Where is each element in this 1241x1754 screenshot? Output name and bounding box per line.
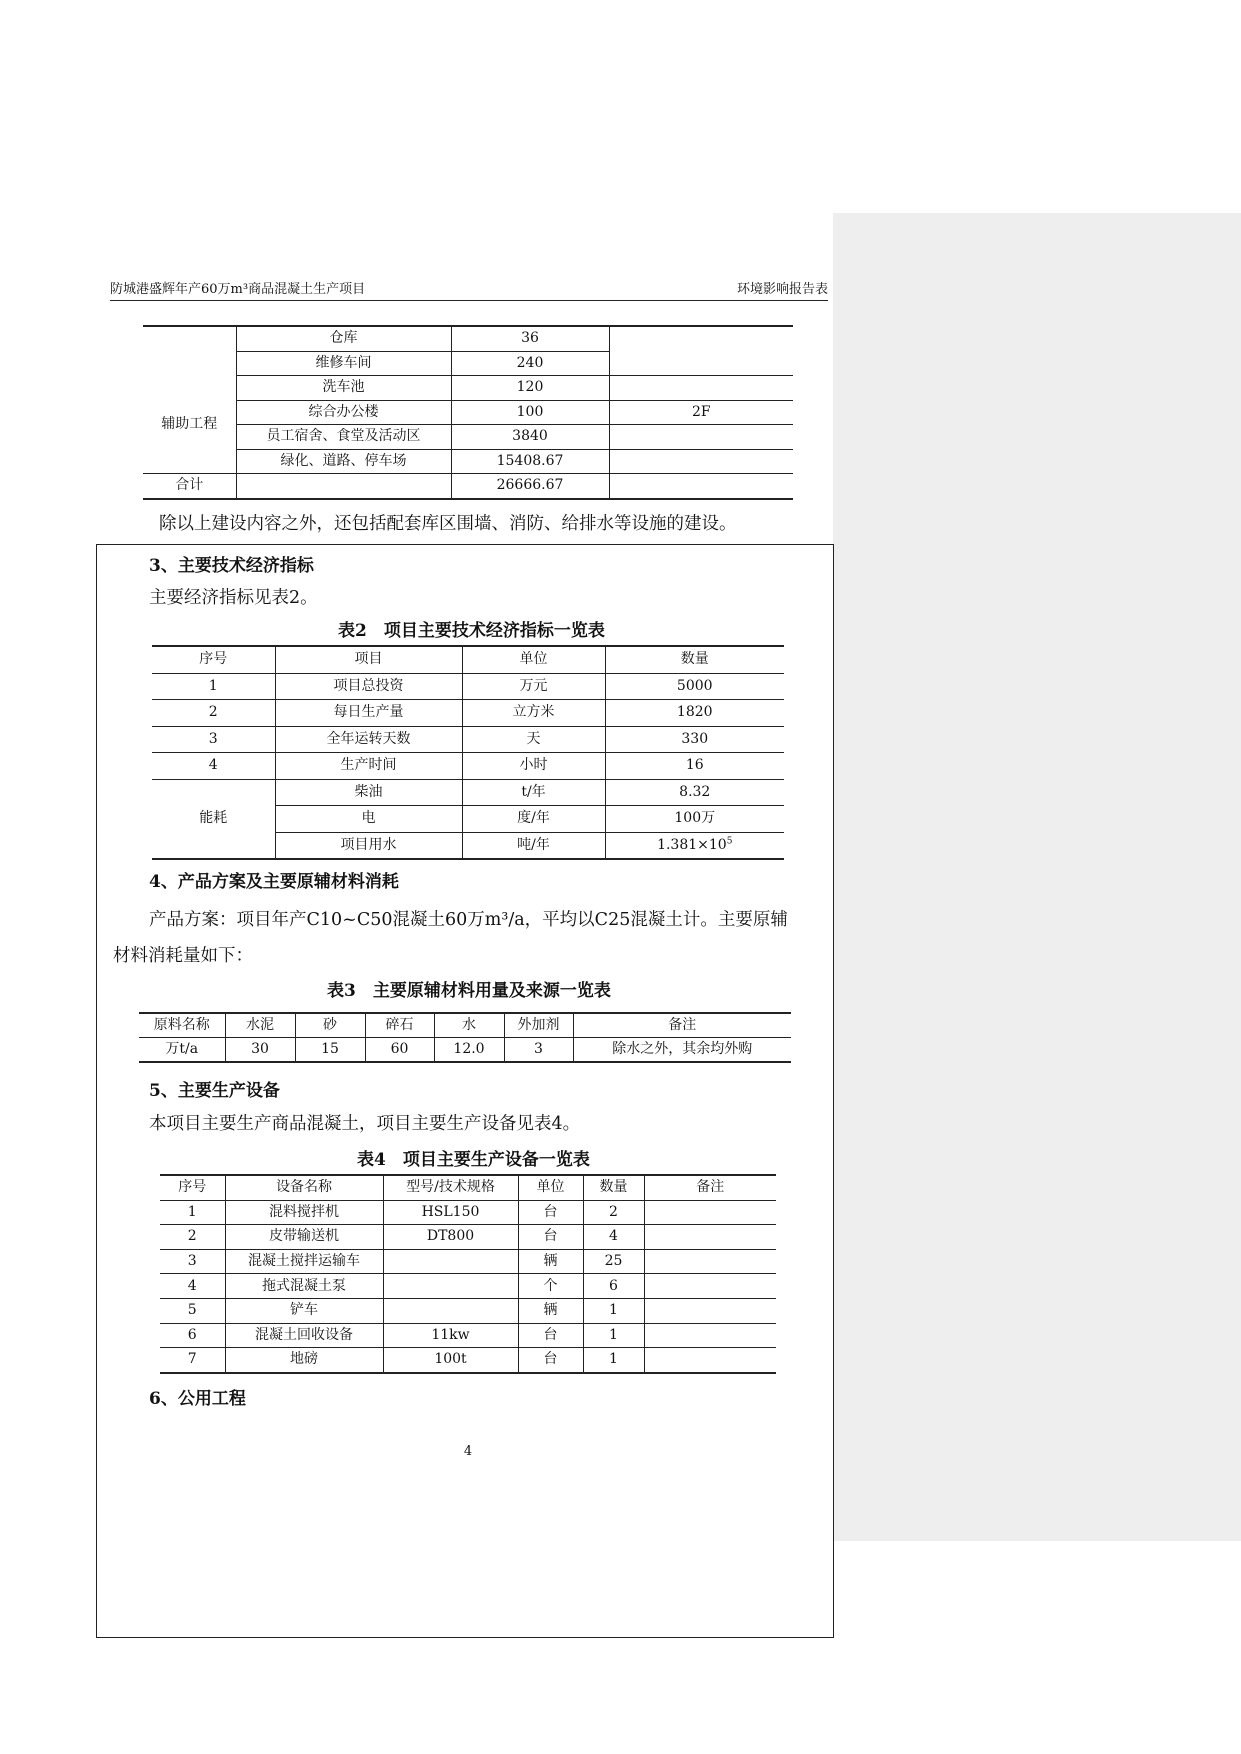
table-header-cell: 水泥 <box>225 1013 295 1038</box>
table-cell: 60 <box>365 1038 434 1063</box>
table-cell: 生产时间 <box>275 753 462 780</box>
table-cell <box>236 474 451 499</box>
table3-caption: 表3 主要原辅材料用量及来源一览表 <box>327 981 611 1001</box>
table-cell-energy: 能耗 <box>152 779 275 859</box>
table-cell: 36 <box>451 326 609 351</box>
table-cell: 6 <box>160 1323 225 1348</box>
table-cell: 2 <box>152 700 275 727</box>
table-row <box>143 326 793 351</box>
table-cell: 30 <box>225 1038 295 1063</box>
table-cell: 8.32 <box>605 779 784 806</box>
table-cell: 万元 <box>462 673 605 700</box>
table-cell: 混凝土回收设备 <box>225 1323 383 1348</box>
table-cell: 综合办公楼 <box>236 400 451 425</box>
raw-materials-table <box>139 1012 791 1063</box>
section3-heading: 3、主要技术经济指标 <box>149 556 314 576</box>
table-cell: 除水之外，其余均外购 <box>573 1038 791 1063</box>
table-cell <box>644 1274 776 1299</box>
section6-heading: 6、公用工程 <box>149 1389 246 1409</box>
table-row <box>160 1249 776 1274</box>
table-row <box>139 1038 791 1063</box>
table-cell: 地磅 <box>225 1348 383 1373</box>
table-header-cell: 单位 <box>462 646 605 673</box>
table-row <box>160 1298 776 1323</box>
table-header-cell: 备注 <box>644 1175 776 1200</box>
table-cell: 2 <box>583 1200 644 1225</box>
table-cell: 100 <box>451 400 609 425</box>
construction-table <box>143 325 793 500</box>
table-row <box>143 449 793 474</box>
table-cell <box>644 1249 776 1274</box>
table-cell: 6 <box>583 1274 644 1299</box>
table-row <box>143 376 793 401</box>
table-cell: 26666.67 <box>451 474 609 499</box>
table-cell: 全年运转天数 <box>275 726 462 753</box>
table-cell: 4 <box>160 1274 225 1299</box>
table-header-row <box>152 646 784 673</box>
table-cell <box>609 449 793 474</box>
table-cell: 个 <box>518 1274 583 1299</box>
page-header <box>110 282 828 301</box>
construction-note: 除以上建设内容之外，还包括配套库区围墙、消防、给排水等设施的建设。 <box>159 514 737 534</box>
table-cell: 绿化、道路、停车场 <box>236 449 451 474</box>
table-cell: 120 <box>451 376 609 401</box>
table-row <box>160 1200 776 1225</box>
table-cell: 16 <box>605 753 784 780</box>
section5-heading: 5、主要生产设备 <box>149 1081 280 1101</box>
table-row <box>160 1274 776 1299</box>
table-row <box>152 673 784 700</box>
table-cell: 立方米 <box>462 700 605 727</box>
table-cell: 项目总投资 <box>275 673 462 700</box>
header-project-title: 防城港盛辉年产60万m³商品混凝土生产项目 <box>110 282 366 297</box>
table-cell: 混料搅拌机 <box>225 1200 383 1225</box>
table-row <box>160 1225 776 1250</box>
table-cell: 3840 <box>451 425 609 450</box>
table-row <box>160 1348 776 1373</box>
table-header-cell: 序号 <box>160 1175 225 1200</box>
table-header-cell: 水 <box>434 1013 504 1038</box>
table-cell <box>383 1298 518 1323</box>
table-cell: 洗车池 <box>236 376 451 401</box>
table-cell <box>609 425 793 450</box>
table-row <box>143 474 793 499</box>
table-cell: 12.0 <box>434 1038 504 1063</box>
table-header-cell: 项目 <box>275 646 462 673</box>
table-cell: 15408.67 <box>451 449 609 474</box>
table-header-cell: 外加剂 <box>504 1013 573 1038</box>
table-cell: 5000 <box>605 673 784 700</box>
equipment-table <box>160 1174 776 1374</box>
table-cell: 7 <box>160 1348 225 1373</box>
table-cell <box>609 474 793 499</box>
table-row <box>152 779 784 806</box>
table-row <box>152 726 784 753</box>
table-cell: 4 <box>152 753 275 780</box>
table-cell: 240 <box>451 351 609 376</box>
table-cell: 330 <box>605 726 784 753</box>
page-number: 4 <box>463 1444 473 1459</box>
table-cell: 台 <box>518 1348 583 1373</box>
table-cell: 100万 <box>605 806 784 833</box>
table-cell: 5 <box>160 1298 225 1323</box>
table-cell: 1 <box>152 673 275 700</box>
table-cell <box>383 1249 518 1274</box>
table-header-cell: 数量 <box>605 646 784 673</box>
table-cell: 员工宿舍、食堂及活动区 <box>236 425 451 450</box>
table-cell: 100t <box>383 1348 518 1373</box>
table-cell-category: 辅助工程 <box>143 376 236 474</box>
table-cell <box>644 1225 776 1250</box>
table2-caption: 表2 项目主要技术经济指标一览表 <box>338 621 605 641</box>
table-cell: 3 <box>160 1249 225 1274</box>
table-cell <box>609 376 793 401</box>
table-cell: 仓库 <box>236 326 451 351</box>
table-cell: 维修车间 <box>236 351 451 376</box>
table-header-row <box>160 1175 776 1200</box>
table-cell: 4 <box>583 1225 644 1250</box>
tech-economic-table <box>152 645 784 860</box>
table-cell <box>644 1200 776 1225</box>
table-header-cell: 设备名称 <box>225 1175 383 1200</box>
table-cell: 辆 <box>518 1298 583 1323</box>
table-header-cell: 原料名称 <box>139 1013 225 1038</box>
table-cell: 拖式混凝土泵 <box>225 1274 383 1299</box>
section5-intro: 本项目主要生产商品混凝土，项目主要生产设备见表4。 <box>149 1114 581 1134</box>
table-cell: 合计 <box>143 474 236 499</box>
product-plan-line2: 材料消耗量如下： <box>113 946 253 966</box>
table-row <box>152 753 784 780</box>
table-cell: 1 <box>583 1323 644 1348</box>
table-cell <box>644 1348 776 1373</box>
table-row <box>143 425 793 450</box>
table-cell: DT800 <box>383 1225 518 1250</box>
table-cell: 台 <box>518 1200 583 1225</box>
table-header-cell: 备注 <box>573 1013 791 1038</box>
table-cell: 1820 <box>605 700 784 727</box>
table-row <box>143 400 793 425</box>
table-cell <box>143 326 236 376</box>
table-cell: 吨/年 <box>462 832 605 859</box>
table-cell: 25 <box>583 1249 644 1274</box>
table-row <box>160 1323 776 1348</box>
table-cell: 万t/a <box>139 1038 225 1063</box>
table-cell: 小时 <box>462 753 605 780</box>
table-cell <box>609 326 793 376</box>
table-cell: 3 <box>504 1038 573 1063</box>
table-cell: 辆 <box>518 1249 583 1274</box>
table-cell: 1 <box>583 1298 644 1323</box>
table-cell: t/年 <box>462 779 605 806</box>
table-cell: 项目用水 <box>275 832 462 859</box>
table-cell: HSL150 <box>383 1200 518 1225</box>
table-cell: 皮带输送机 <box>225 1225 383 1250</box>
table-header-cell: 碎石 <box>365 1013 434 1038</box>
table-cell: 1 <box>583 1348 644 1373</box>
table-cell <box>644 1298 776 1323</box>
table4-caption: 表4 项目主要生产设备一览表 <box>357 1150 590 1170</box>
table-header-cell: 序号 <box>152 646 275 673</box>
table-cell: 混凝土搅拌运输车 <box>225 1249 383 1274</box>
table-cell: 3 <box>152 726 275 753</box>
table-header-cell: 单位 <box>518 1175 583 1200</box>
table-cell: 11kw <box>383 1323 518 1348</box>
section3-intro: 主要经济指标见表2。 <box>149 588 318 608</box>
table-cell: 电 <box>275 806 462 833</box>
table-header-cell: 型号/技术规格 <box>383 1175 518 1200</box>
table-cell: 1 <box>160 1200 225 1225</box>
table-cell <box>383 1274 518 1299</box>
table-cell: 2F <box>609 400 793 425</box>
table-header-cell: 数量 <box>583 1175 644 1200</box>
table-cell: 每日生产量 <box>275 700 462 727</box>
section4-heading: 4、产品方案及主要原辅材料消耗 <box>149 872 399 892</box>
table-header-cell: 砂 <box>295 1013 365 1038</box>
table-cell: 度/年 <box>462 806 605 833</box>
header-report-type: 环境影响报告表 <box>736 282 828 297</box>
table-cell: 天 <box>462 726 605 753</box>
table-cell: 铲车 <box>225 1298 383 1323</box>
table-row <box>152 700 784 727</box>
table-header-row <box>139 1013 791 1038</box>
table-cell: $1.381\times 10^5$ <box>605 832 784 859</box>
table-cell: 台 <box>518 1225 583 1250</box>
product-plan-line1: 产品方案：项目年产C10~C50混凝土60万m³/a，平均以C25混凝土计。主要原辅 <box>149 910 788 930</box>
table-cell: 柴油 <box>275 779 462 806</box>
table-cell: 台 <box>518 1323 583 1348</box>
table-cell <box>644 1323 776 1348</box>
table-cell: 15 <box>295 1038 365 1063</box>
table-cell: 2 <box>160 1225 225 1250</box>
comment-sidebar <box>833 213 1241 1541</box>
